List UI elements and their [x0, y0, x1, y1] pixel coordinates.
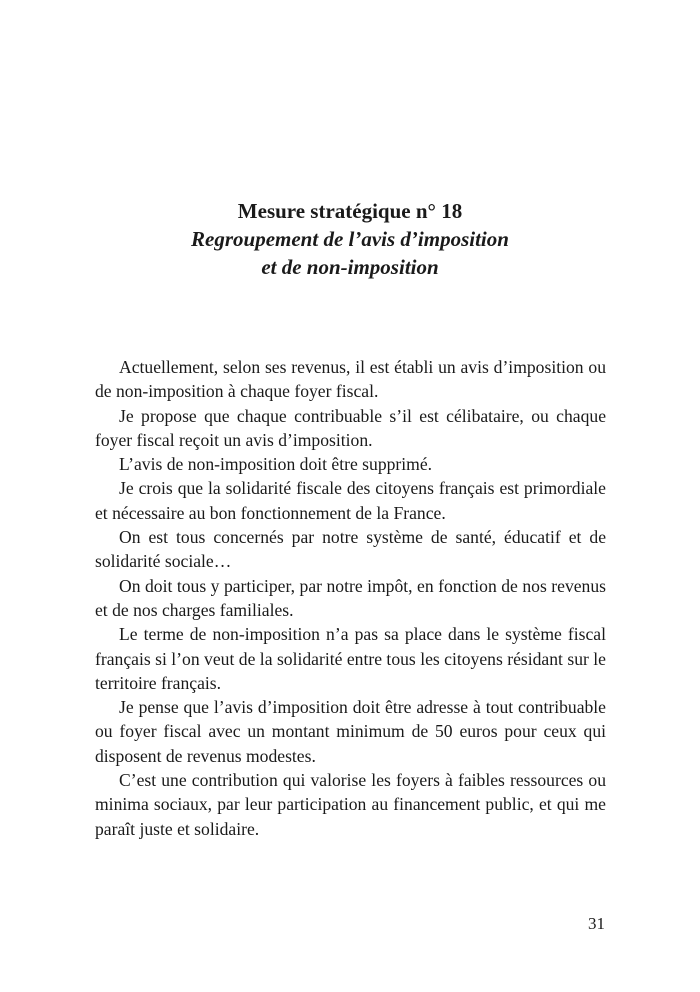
paragraph: On est tous concernés par notre système de santé, éducatif et de solidarité sociale…: [95, 527, 606, 572]
paragraph: L’avis de non-imposition doit être supprimé.: [119, 454, 433, 475]
paragraph: Je pense que l’avis d’imposition doit être adresse à tout contribuable ou foyer fiscal avec un montant minimum de 50 euros pour ceux qui disposent de revenus modestes.: [95, 697, 606, 766]
paragraph: Actuellement, selon ses revenus, il est établi un avis d’imposition ou de non-imposition à chaque foyer fiscal.: [95, 357, 606, 402]
heading-subtitle-line2: et de non-imposition: [261, 255, 439, 279]
paragraph: C’est une contribution qui valorise les foyers à faibles ressources ou minima sociaux, par leur participation au financement public, et qui me paraît juste et solidaire.: [95, 770, 606, 839]
paragraph: Je crois que la solidarité fiscale des citoyens français est primordiale et nécessaire au bon fonctionnement de la France.: [95, 478, 606, 523]
paragraph: On doit tous y participer, par notre impôt, en fonction de nos revenus et de nos charges familiales.: [95, 575, 606, 620]
heading-title: Mesure stratégique n° 18: [237, 199, 463, 223]
heading-subtitle-line1: Regroupement de l’avis d’imposition: [191, 227, 509, 251]
page-number: 31: [588, 914, 605, 933]
body-text: [95, 355, 606, 841]
paragraph: Je propose que chaque contribuable s’il est célibataire, ou chaque foyer fiscal reçoit un avis d’imposition.: [95, 405, 606, 450]
section-heading: [0, 197, 700, 281]
paragraph: Le terme de non-imposition n’a pas sa place dans le système fiscal français si l’on veut de la solidarité entre tous les citoyens résidant sur le territoire français.: [95, 624, 606, 693]
